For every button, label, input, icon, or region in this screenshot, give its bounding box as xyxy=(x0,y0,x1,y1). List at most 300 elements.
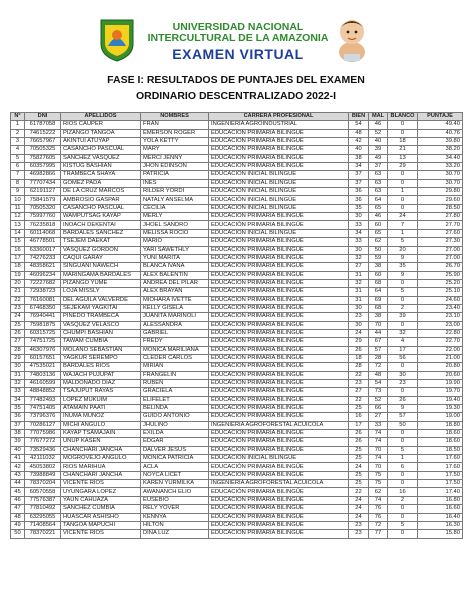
col-carrera-cell: EDUCACIÓN PRIMARIA BILINGÜE xyxy=(209,521,349,529)
col-bien-cell: 30 xyxy=(349,321,369,329)
col-number-cell: 15 xyxy=(11,238,25,246)
col-carrera-cell: EDUCACIÓN PRIMARIA BILINGÜE xyxy=(209,263,349,271)
col-nombres-cell: CECILIA xyxy=(141,204,209,212)
table-row xyxy=(11,213,463,221)
col-apellidos-cell: LOJA MISSLY xyxy=(61,288,141,296)
col-blanco-cell: 4 xyxy=(388,338,418,346)
col-apellidos-cell: LOPEZ MUKUIM xyxy=(61,396,141,404)
col-nombres-cell: ANDREA DEL PILAR xyxy=(141,279,209,287)
col-apellidos-cell: CASANCHO PASCUAL xyxy=(61,146,141,154)
table-row xyxy=(11,204,463,212)
col-apellidos-cell: SANCHEZ VASQUEZ xyxy=(61,154,141,162)
col-apellidos-cell: TSAJUPUT RAYAS xyxy=(61,388,141,396)
col-bien-cell: 32 xyxy=(349,254,369,262)
col-carrera-cell: EDUCACIÓN PRIMARIA BILINGÜE xyxy=(209,430,349,438)
col-puntaje-cell: 20.80 xyxy=(418,363,463,371)
header xyxy=(0,0,472,70)
col-dni-cell: 70505320 xyxy=(25,204,61,212)
col-bien-cell: 25 xyxy=(349,480,369,488)
col-puntaje-cell: 19.30 xyxy=(418,405,463,413)
col-nombres-cell: ALEX BRAYAN xyxy=(141,288,209,296)
col-number-cell: 12 xyxy=(11,213,25,221)
col-nombres-cell: MELISSA ROCIO xyxy=(141,229,209,237)
col-bien-cell: 25 xyxy=(349,471,369,479)
col-bien-cell: 16 xyxy=(349,413,369,421)
col-carrera-cell: EDUCACIÓN PRIMARIA BILINGÜE xyxy=(209,371,349,379)
col-bien-cell: 26 xyxy=(349,430,369,438)
table-row xyxy=(11,329,463,337)
col-apellidos-cell: TAWAM CUMBIA xyxy=(61,338,141,346)
col-mal-cell: 77 xyxy=(369,530,388,538)
col-bien-cell: 27 xyxy=(349,388,369,396)
col-blanco-cell: 20 xyxy=(388,246,418,254)
col-blanco-cell: 35 xyxy=(388,263,418,271)
col-apellidos-cell: MOGROVEJO ANGULO xyxy=(61,455,141,463)
col-puntaje-cell: 23.00 xyxy=(418,321,463,329)
col-blanco-cell: 9 xyxy=(388,271,418,279)
col-carrera-cell: EDUCACIÓN PRIMARIA BILINGÜE xyxy=(209,463,349,471)
col-number-cell: 7 xyxy=(11,171,25,179)
col-bien-cell: 28 xyxy=(349,363,369,371)
col-carrera-cell: EDUCACIÓN PRIMARIA BILINGÜE xyxy=(209,446,349,454)
col-bien-header: BIEN xyxy=(349,113,369,121)
col-dni-cell: 76657967 xyxy=(25,138,61,146)
col-dni-cell: 76160081 xyxy=(25,296,61,304)
col-apellidos-cell: AKINTUI ATUYAP xyxy=(61,138,141,146)
table-row xyxy=(11,463,463,471)
col-carrera-cell: EDUCACIÓN PRIMARIA BILINGÜE xyxy=(209,363,349,371)
col-nombres-cell: NOYCA LICET xyxy=(141,471,209,479)
col-dni-cell: 73796376 xyxy=(25,413,61,421)
col-mal-cell: 28 xyxy=(369,354,388,362)
col-dni-cell: 63295055 xyxy=(25,513,61,521)
col-bien-cell: 37 xyxy=(349,171,369,179)
col-carrera-cell: EDUCACIÓN PRIMARIA BILINGÜE xyxy=(209,346,349,354)
col-number-cell: 47 xyxy=(11,505,25,513)
table-row xyxy=(11,354,463,362)
col-puntaje-cell: 24.60 xyxy=(418,296,463,304)
col-dni-cell: 73529436 xyxy=(25,446,61,454)
col-puntaje-cell: 17.50 xyxy=(418,480,463,488)
col-puntaje-cell: 16.40 xyxy=(418,513,463,521)
col-puntaje-cell: 22.80 xyxy=(418,329,463,337)
col-number-cell: 44 xyxy=(11,480,25,488)
col-bien-cell: 24 xyxy=(349,329,369,337)
col-puntaje-cell: 23.40 xyxy=(418,304,463,312)
col-number-header: N° xyxy=(11,113,25,121)
col-dni-cell: 46160599 xyxy=(25,380,61,388)
col-bien-cell: 27 xyxy=(349,263,369,271)
col-dni-cell: 77576387 xyxy=(25,496,61,504)
col-apellidos-cell: UYUNGARA LOPEZ xyxy=(61,488,141,496)
col-carrera-cell: EDUCACIÓN PRIMARIA BILINGÜE xyxy=(209,338,349,346)
col-mal-cell: 75 xyxy=(369,480,388,488)
col-dni-cell: 73988849 xyxy=(25,471,61,479)
col-number-cell: 19 xyxy=(11,271,25,279)
col-puntaje-cell: 17.60 xyxy=(418,463,463,471)
col-mal-cell: 37 xyxy=(369,163,388,171)
col-number-cell: 31 xyxy=(11,371,25,379)
col-number-cell: 8 xyxy=(11,179,25,187)
col-mal-cell: 74 xyxy=(369,430,388,438)
col-mal-cell: 72 xyxy=(369,521,388,529)
col-apellidos-cell: RIOS MARIHUA xyxy=(61,463,141,471)
col-mal-cell: 63 xyxy=(369,171,388,179)
table-row xyxy=(11,438,463,446)
col-nombres-cell: ALESSANDRA xyxy=(141,321,209,329)
col-blanco-cell: 1 xyxy=(388,229,418,237)
col-mal-cell: 67 xyxy=(369,338,388,346)
col-carrera-cell: INGENIERÍA AGROFORESTAL ACUÍCOLA xyxy=(209,421,349,429)
col-number-cell: 29 xyxy=(11,354,25,362)
col-carrera-cell: EDUCACIÓN PRIMARIA BILINGÜE xyxy=(209,388,349,396)
col-blanco-cell: 13 xyxy=(388,154,418,162)
university-name: UNIVERSIDAD NACIONAL INTERCULTURAL DE LA AMAZONIA xyxy=(147,21,329,44)
col-blanco-cell: 21 xyxy=(388,146,418,154)
col-dni-cell: 77810492 xyxy=(25,505,61,513)
col-carrera-cell: EDUCACIÓN PRIMARIA BILINGÜE xyxy=(209,329,349,337)
table-row xyxy=(11,238,463,246)
col-carrera-cell: EDUCACIÓN PRIMARIA BILINGÜE xyxy=(209,154,349,162)
col-apellidos-cell: UNUP KASEN xyxy=(61,438,141,446)
col-apellidos-cell: PIZANGO YUME xyxy=(61,279,141,287)
col-apellidos-cell: BARDALES RIOS xyxy=(61,363,141,371)
table-row xyxy=(11,179,463,187)
col-mal-cell: 72 xyxy=(369,363,388,371)
col-carrera-cell: EDUCACIÓN INICIAL BILINGÜE xyxy=(209,196,349,204)
col-puntaje-cell: 21.00 xyxy=(418,354,463,362)
col-carrera-cell: EDUCACIÓN PRIMARIA BILINGÜE xyxy=(209,279,349,287)
col-puntaje-cell: 39.80 xyxy=(418,138,463,146)
col-apellidos-cell: TRAMBECA SHAYA xyxy=(61,171,141,179)
col-bien-cell: 25 xyxy=(349,405,369,413)
col-nombres-cell: YARI SAWETHLY xyxy=(141,246,209,254)
col-mal-cell: 46 xyxy=(369,213,388,221)
col-bien-cell: 22 xyxy=(349,371,369,379)
col-mal-cell: 69 xyxy=(369,296,388,304)
col-nombres-cell: ELIFELET xyxy=(141,396,209,404)
col-bien-cell: 30 xyxy=(349,213,369,221)
col-number-cell: 16 xyxy=(11,246,25,254)
col-puntaje-cell: 19.90 xyxy=(418,380,463,388)
col-blanco-cell: 0 xyxy=(388,179,418,187)
col-bien-cell: 35 xyxy=(349,204,369,212)
col-dni-cell: 46096234 xyxy=(25,271,61,279)
col-carrera-cell: EDUCACIÓN PRIMARIA BILINGÜE xyxy=(209,146,349,154)
col-number-cell: 48 xyxy=(11,513,25,521)
col-carrera-cell: EDUCACIÓN PRIMARIA BILINGÜE xyxy=(209,513,349,521)
table-row xyxy=(11,480,463,488)
col-carrera-cell: EDUCACIÓN PRIMARIA BILINGÜE xyxy=(209,471,349,479)
col-carrera-cell: EDUCACIÓN PRIMARIA BILINGÜE xyxy=(209,413,349,421)
col-mal-cell: 74 xyxy=(369,496,388,504)
col-nombres-cell: RELY YOVER xyxy=(141,505,209,513)
col-apellidos-cell: MALDONADO DIAZ xyxy=(61,380,141,388)
col-nombres-cell: BELINDA xyxy=(141,405,209,413)
col-nombres-cell: KENNYA xyxy=(141,513,209,521)
col-number-cell: 25 xyxy=(11,321,25,329)
col-carrera-cell: EDUCACIÓN PRIMARIA BILINGÜE xyxy=(209,221,349,229)
col-nombres-cell: YOLA KETTY xyxy=(141,138,209,146)
col-mal-cell: 66 xyxy=(369,405,388,413)
col-bien-cell: 48 xyxy=(349,129,369,137)
col-puntaje-cell: 27.00 xyxy=(418,246,463,254)
col-nombres-cell: MONICA PATRICIA xyxy=(141,455,209,463)
col-number-cell: 17 xyxy=(11,254,25,262)
table-row xyxy=(11,271,463,279)
col-apellidos-cell: INUMA MUÑOZ xyxy=(61,413,141,421)
col-apellidos-cell: BARDALES SANCHEZ xyxy=(61,229,141,237)
col-number-cell: 36 xyxy=(11,413,25,421)
col-nombres-cell: MIRIAN xyxy=(141,363,209,371)
col-number-cell: 9 xyxy=(11,188,25,196)
col-carrera-cell: EDUCACIÓN PRIMARIA BILINGÜE xyxy=(209,238,349,246)
col-mal-cell: 60 xyxy=(369,271,388,279)
col-dni-cell: 75827605 xyxy=(25,154,61,162)
table-row xyxy=(11,371,463,379)
col-nombres-cell: YUNI MARITA xyxy=(141,254,209,262)
col-dni-cell: 45053802 xyxy=(25,463,61,471)
col-dni-cell: 60315725 xyxy=(25,329,61,337)
col-puntaje-cell: 29.60 xyxy=(418,196,463,204)
col-blanco-cell: 26 xyxy=(388,396,418,404)
col-nombres-cell: FRAN xyxy=(141,121,209,129)
col-number-cell: 10 xyxy=(11,196,25,204)
col-blanco-cell: 0 xyxy=(388,296,418,304)
col-carrera-cell: EDUCACIÓN INICIAL BILINGÜE xyxy=(209,204,349,212)
col-blanco-cell: 0 xyxy=(388,204,418,212)
table-row xyxy=(11,521,463,529)
col-apellidos-cell: KAYAP TSAMAJAIN xyxy=(61,430,141,438)
col-bien-cell: 25 xyxy=(349,446,369,454)
col-carrera-cell: EDUCACIÓN PRIMARIA BILINGÜE xyxy=(209,321,349,329)
col-bien-cell: 40 xyxy=(349,146,369,154)
col-carrera-cell: EDUCACIÓN PRIMARIA BILINGÜE xyxy=(209,530,349,538)
col-mal-cell: 64 xyxy=(369,288,388,296)
col-nombres-cell: EUSEBIO xyxy=(141,496,209,504)
col-puntaje-cell: 49.40 xyxy=(418,121,463,129)
col-dni-cell: 76940441 xyxy=(25,313,61,321)
col-mal-cell: 63 xyxy=(369,179,388,187)
col-nombres-cell: ACLA xyxy=(141,463,209,471)
col-dni-cell: 48358621 xyxy=(25,263,61,271)
col-puntaje-cell: 20.60 xyxy=(418,371,463,379)
col-nombres-cell: FREDY xyxy=(141,338,209,346)
col-puntaje-cell: 19.40 xyxy=(418,396,463,404)
col-puntaje-cell: 23.10 xyxy=(418,313,463,321)
col-nombres-cell: KAREN YURMILKA xyxy=(141,480,209,488)
col-carrera-cell: EDUCACIÓN PRIMARIA BILINGÜE xyxy=(209,296,349,304)
col-puntaje-cell: 30.70 xyxy=(418,171,463,179)
col-number-cell: 43 xyxy=(11,471,25,479)
col-dni-cell: 77677272 xyxy=(25,438,61,446)
col-apellidos-cell: MOLANO SEBASTIAN xyxy=(61,346,141,354)
col-nombres-cell: MERCI JENNY xyxy=(141,154,209,162)
col-nombres-cell: PATRICIA xyxy=(141,171,209,179)
col-mal-cell: 76 xyxy=(369,513,388,521)
col-mal-header: MAL xyxy=(369,113,388,121)
col-apellidos-cell: SEJEKAM YAGKITAI xyxy=(61,304,141,312)
col-blanco-cell: 0 xyxy=(388,129,418,137)
col-number-cell: 6 xyxy=(11,163,25,171)
col-nombres-cell: HILTON xyxy=(141,521,209,529)
results-title: FASE I: RESULTADOS DE PUNTAJES DEL EXAMEN xyxy=(107,74,365,86)
col-dni-cell: 60357995 xyxy=(25,163,61,171)
col-blanco-cell: 29 xyxy=(388,163,418,171)
col-blanco-cell: 24 xyxy=(388,213,418,221)
col-dni-cell: 74751725 xyxy=(25,338,61,346)
col-blanco-cell: 18 xyxy=(388,138,418,146)
col-puntaje-cell: 16.60 xyxy=(418,505,463,513)
university-logo-icon xyxy=(98,16,136,62)
col-apellidos-cell: DE LA CRUZ MARCOS xyxy=(61,188,141,196)
col-number-cell: 49 xyxy=(11,521,25,529)
table-row xyxy=(11,146,463,154)
col-bien-cell: 25 xyxy=(349,455,369,463)
col-blanco-cell: 0 xyxy=(388,363,418,371)
col-nombres-cell: GRACIELA xyxy=(141,388,209,396)
col-carrera-cell: EDUCACIÓN PRIMARIA BILINGÜE xyxy=(209,488,349,496)
col-number-cell: 34 xyxy=(11,396,25,404)
col-blanco-cell: 0 xyxy=(388,505,418,513)
col-mal-cell: 38 xyxy=(369,263,388,271)
table-row xyxy=(11,129,463,137)
col-bien-cell: 18 xyxy=(349,354,369,362)
col-blanco-cell: 6 xyxy=(388,463,418,471)
col-blanco-cell: 0 xyxy=(388,480,418,488)
col-puntaje-cell: 29.80 xyxy=(418,188,463,196)
col-carrera-cell: EDUCACIÓN INICIAL BILINGÜE xyxy=(209,229,349,237)
col-mal-cell: 46 xyxy=(369,121,388,129)
col-mal-cell: 48 xyxy=(369,371,388,379)
col-mal-cell: 60 xyxy=(369,221,388,229)
col-dni-cell: 71408564 xyxy=(25,521,61,529)
col-carrera-cell: EDUCACIÓN PRIMARIA BILINGÜE xyxy=(209,496,349,504)
col-apellidos-cell: RIOS CAUPER xyxy=(61,121,141,129)
col-blanco-cell: 17 xyxy=(388,346,418,354)
col-mal-cell: 68 xyxy=(369,304,388,312)
col-carrera-cell: EDUCACIÓN INICIAL BILINGÜE xyxy=(209,179,349,187)
col-nombres-cell: RUBEN xyxy=(141,380,209,388)
col-number-cell: 30 xyxy=(11,363,25,371)
col-blanco-cell: 0 xyxy=(388,513,418,521)
col-puntaje-cell: 25.90 xyxy=(418,271,463,279)
col-dni-cell: 78370221 xyxy=(25,530,61,538)
col-nombres-cell: GABRIEL xyxy=(141,329,209,337)
col-carrera-cell: EDUCACIÓN PRIMARIA BILINGÜE xyxy=(209,254,349,262)
col-bien-cell: 24 xyxy=(349,463,369,471)
col-carrera-cell: EDUCACIÓN PRIMARIA BILINGÜE xyxy=(209,271,349,279)
col-bien-cell: 36 xyxy=(349,196,369,204)
col-number-cell: 35 xyxy=(11,405,25,413)
col-blanco-cell: 30 xyxy=(388,371,418,379)
col-dni-header: DNI xyxy=(25,113,61,121)
col-number-cell: 5 xyxy=(11,154,25,162)
col-puntaje-cell: 40.76 xyxy=(418,129,463,137)
table-row xyxy=(11,513,463,521)
col-nombres-cell: MARIO xyxy=(141,238,209,246)
col-bien-cell: 24 xyxy=(349,505,369,513)
table-row xyxy=(11,446,463,454)
col-mal-cell: 39 xyxy=(369,146,388,154)
col-carrera-cell: EDUCACIÓN PRIMARIA BILINGÜE xyxy=(209,138,349,146)
table-row xyxy=(11,246,463,254)
col-dni-cell: 48848852 xyxy=(25,388,61,396)
col-number-cell: 14 xyxy=(11,229,25,237)
col-apellidos-cell: PIZANGO TANGOA xyxy=(61,129,141,137)
col-nombres-cell: RILDER YORDI xyxy=(141,188,209,196)
col-blanco-cell: 0 xyxy=(388,279,418,287)
col-bien-cell: 24 xyxy=(349,513,369,521)
col-carrera-cell: EDUCACIÓN PRIMARIA BILINGÜE xyxy=(209,213,349,221)
col-carrera-cell: EDUCACIÓN PRIMARIA BILINGÜE xyxy=(209,304,349,312)
col-apellidos-cell: YAUN CAHUAZA xyxy=(61,496,141,504)
col-bien-cell: 33 xyxy=(349,238,369,246)
col-apellidos-cell: ATAMAIN PAATI xyxy=(61,405,141,413)
table-row xyxy=(11,221,463,229)
col-dni-cell: 77075986 xyxy=(25,430,61,438)
col-blanco-cell: 5 xyxy=(388,288,418,296)
col-bien-cell: 30 xyxy=(349,304,369,312)
col-mal-cell: 27 xyxy=(369,413,388,421)
col-dni-cell: 74803136 xyxy=(25,371,61,379)
col-carrera-cell: EDUCACIÓN PRIMARIA BILINGÜE xyxy=(209,163,349,171)
col-puntaje-cell: 16.30 xyxy=(418,521,463,529)
col-blanco-cell: 5 xyxy=(388,446,418,454)
col-number-cell: 42 xyxy=(11,463,25,471)
col-apellidos-cell: CAQUI GARAY xyxy=(61,254,141,262)
table-row xyxy=(11,163,463,171)
results-subtitle: ORDINARIO DESCENTRALIZADO 2022-I xyxy=(135,90,337,102)
col-apellidos-cell: VASQUEZ VELASCO xyxy=(61,321,141,329)
col-apellidos-cell: KISTUG BASHIAN xyxy=(61,163,141,171)
col-number-cell: 20 xyxy=(11,279,25,287)
table-row xyxy=(11,430,463,438)
col-bien-cell: 34 xyxy=(349,229,369,237)
col-mal-cell: 68 xyxy=(369,279,388,287)
col-carrera-cell: EDUCACIÓN PRIMARIA BILINGÜE xyxy=(209,246,349,254)
col-puntaje-cell: 18.50 xyxy=(418,446,463,454)
col-blanco-cell: 0 xyxy=(388,388,418,396)
col-nombres-cell: JHULINO xyxy=(141,421,209,429)
col-mal-cell: 76 xyxy=(369,505,388,513)
col-number-cell: 1 xyxy=(11,121,25,129)
col-dni-cell: 46307976 xyxy=(25,346,61,354)
col-carrera-cell: EDUCACIÓN INICIAL BILINGÜE xyxy=(209,455,349,463)
col-apellidos-cell: GOMEZ PADA xyxy=(61,179,141,187)
table-row xyxy=(11,304,463,312)
col-nombres-header: NOMBRES xyxy=(141,113,209,121)
col-dni-cell: 60114068 xyxy=(25,229,61,237)
col-bien-cell: 29 xyxy=(349,338,369,346)
col-number-cell: 22 xyxy=(11,296,25,304)
col-blanco-cell: 32 xyxy=(388,329,418,337)
table-row xyxy=(11,321,463,329)
col-apellidos-cell: PINEDO TRAMBECA xyxy=(61,313,141,321)
col-bien-cell: 32 xyxy=(349,279,369,287)
col-number-cell: 13 xyxy=(11,221,25,229)
col-bien-cell: 22 xyxy=(349,396,369,404)
col-number-cell: 4 xyxy=(11,146,25,154)
col-blanco-cell: 0 xyxy=(388,530,418,538)
col-puntaje-cell: 18.60 xyxy=(418,430,463,438)
col-dni-cell: 74615222 xyxy=(25,129,61,137)
col-nombres-cell: DALVER JESÚS xyxy=(141,446,209,454)
table-row xyxy=(11,138,463,146)
col-number-cell: 24 xyxy=(11,313,25,321)
table-row xyxy=(11,455,463,463)
col-dni-cell: 70286127 xyxy=(25,421,61,429)
